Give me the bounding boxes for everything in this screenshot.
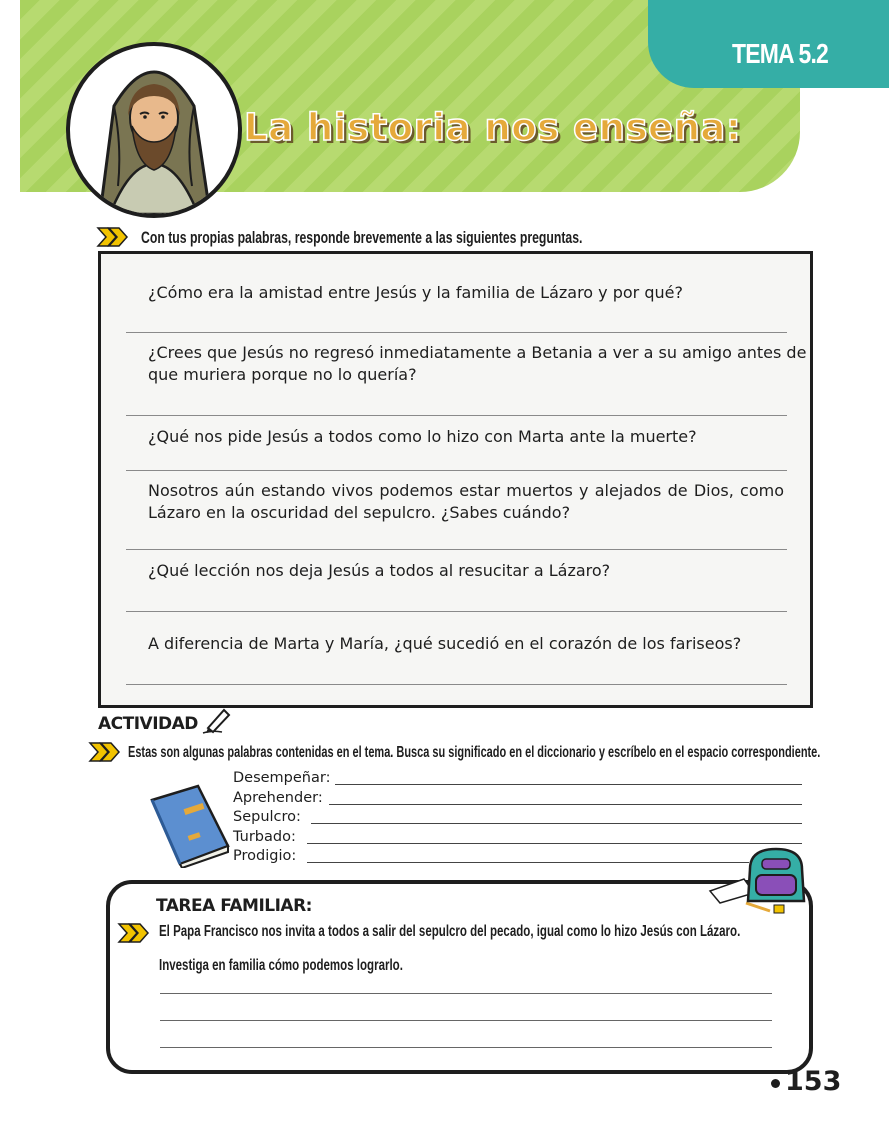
chevron-double-icon: [96, 226, 130, 248]
question-1: ¿Cómo era la amistad entre Jesús y la familia de Lázaro y por qué?: [148, 283, 683, 302]
jesus-portrait: [66, 42, 242, 218]
backpack-icon: [706, 845, 812, 921]
answer-line-4[interactable]: [126, 549, 787, 550]
page-number: 153: [785, 1066, 842, 1097]
homework-heading: TAREA FAMILIAR:: [156, 896, 312, 916]
question-2: ¿Crees que Jesús no regresó inmediatamente a Betania a ver a su amigo antes de que muriera porque no lo quería?: [148, 343, 807, 384]
vocab-word-2: Aprehender:: [233, 790, 323, 806]
topic-tab-label: TEMA 5.2: [732, 38, 828, 69]
chevron-double-icon: [88, 741, 122, 763]
homework-text-2: Investiga en familia cómo podemos lograrlo.: [159, 957, 403, 974]
homework-text-1: El Papa Francisco nos invita a todos a salir del sepulcro del pecado, igual como lo hizo Jesús con Lázaro.: [159, 923, 741, 940]
activity-heading: ACTIVIDAD: [98, 714, 198, 734]
question-4: Nosotros aún estando vivos podemos estar muertos y alejados de Dios, como Lázaro en la oscuridad del sepulcro. ¿Sabes cuándo?: [148, 481, 784, 522]
answer-line-5[interactable]: [126, 611, 787, 612]
vocab-line-3[interactable]: [311, 823, 802, 824]
answer-line-6[interactable]: [126, 684, 787, 685]
answer-line-3[interactable]: [126, 470, 787, 471]
answer-line-1[interactable]: [126, 332, 787, 333]
question-3: ¿Qué nos pide Jesús a todos como lo hizo con Marta ante la muerte?: [148, 427, 697, 446]
pencil-icon: [200, 706, 232, 734]
vocab-line-1[interactable]: [335, 784, 802, 785]
question-6: A diferencia de Marta y María, ¿qué sucedió en el corazón de los fariseos?: [148, 634, 742, 653]
answer-line-2[interactable]: [126, 415, 787, 416]
vocab-word-1: Desempeñar:: [233, 770, 331, 786]
homework-line-3[interactable]: [160, 1047, 772, 1048]
vocab-line-5[interactable]: [307, 862, 749, 863]
chevron-double-icon: [117, 922, 151, 944]
question-5: ¿Qué lección nos deja Jesús a todos al resucitar a Lázaro?: [148, 561, 611, 580]
vocab-word-5: Prodigio:: [233, 848, 297, 864]
page-number-bullet: [771, 1079, 780, 1088]
activity-instruction: Estas son algunas palabras contenidas en el tema. Busca su significado en el diccionario y escríbelo en el espacio correspondiente.: [128, 744, 821, 761]
vocab-word-4: Turbado:: [233, 829, 296, 845]
vocab-line-2[interactable]: [329, 804, 802, 805]
homework-line-1[interactable]: [160, 993, 772, 994]
vocab-line-4[interactable]: [307, 843, 802, 844]
vocab-word-3: Sepulcro:: [233, 809, 301, 825]
book-icon: [148, 784, 230, 868]
questions-box: [98, 251, 813, 708]
section1-instruction: Con tus propias palabras, responde brevemente a las siguientes preguntas.: [141, 228, 583, 247]
page-title: La historia nos enseña:: [244, 106, 742, 149]
homework-line-2[interactable]: [160, 1020, 772, 1021]
